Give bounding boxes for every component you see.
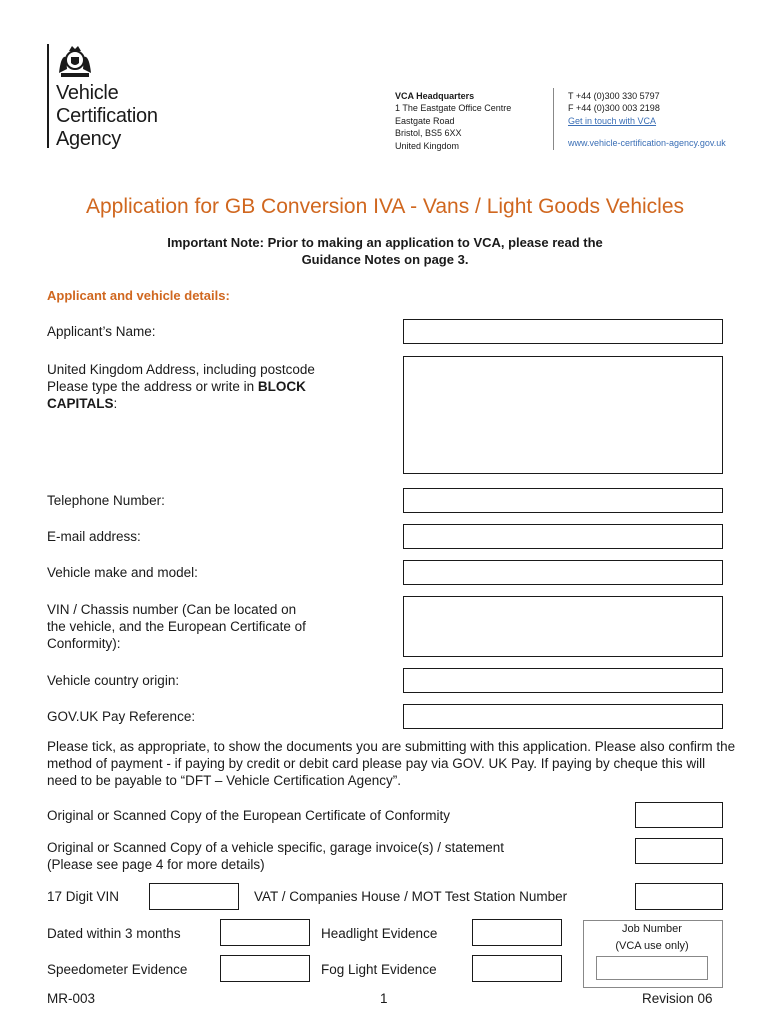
fog-checkbox[interactable] [472, 955, 562, 982]
applicant-name-input[interactable] [403, 319, 723, 344]
vin-label-line-2: the vehicle, and the European Certificate of [47, 619, 306, 634]
logo-divider [47, 44, 49, 148]
telephone-label: Telephone Number: [47, 493, 165, 508]
vat-checkbox[interactable] [635, 883, 723, 910]
website-link[interactable]: www.vehicle-certification-agency.gov.uk [568, 138, 726, 149]
job-number-subtitle: (VCA use only) [615, 940, 689, 952]
invoice-label [47, 839, 504, 873]
dated-label: Dated within 3 months [47, 926, 181, 941]
vin-label-line-3: Conformity): [47, 636, 121, 651]
make-model-label: Vehicle make and model: [47, 565, 198, 580]
country-input[interactable] [403, 668, 723, 693]
address-label-bold-2: CAPITALS [47, 396, 114, 411]
email-label: E-mail address: [47, 529, 141, 544]
logo-line-3: Agency [56, 128, 121, 150]
royal-crest-icon [55, 43, 95, 79]
footer-revision: Revision 06 [642, 991, 713, 1006]
invoice-checkbox[interactable] [635, 838, 723, 864]
logo-line-2: Certification [56, 105, 158, 127]
note-line-2: Guidance Notes on page 3. [301, 252, 469, 267]
pay-ref-input[interactable] [403, 704, 723, 729]
contact-details [568, 90, 726, 150]
job-number-input[interactable] [596, 956, 708, 980]
vin-label-line-1: VIN / Chassis number (Can be located on [47, 602, 297, 617]
address-label [47, 361, 315, 412]
speedo-checkbox[interactable] [220, 955, 310, 982]
job-number-label [583, 921, 721, 955]
agency-logo-text [56, 82, 158, 151]
hq-line-1: 1 The Eastgate Office Centre [395, 103, 512, 114]
headlight-checkbox[interactable] [472, 919, 562, 946]
fax-number: F +44 (0)300 003 2198 [568, 103, 660, 114]
hq-line-2: Eastgate Road [395, 115, 455, 126]
footer-page-number: 1 [380, 991, 388, 1006]
vin17-checkbox[interactable] [149, 883, 239, 910]
hq-line-3: Bristol, BS5 6XX [395, 128, 462, 139]
country-label: Vehicle country origin: [47, 673, 180, 688]
address-label-bold: BLOCK [257, 379, 306, 394]
job-number-title: Job Number [622, 923, 682, 935]
hq-line-4: United Kingdom [395, 140, 460, 151]
speedo-label: Speedometer Evidence [47, 962, 188, 977]
section-title: Applicant and vehicle details: [47, 288, 230, 303]
hq-address [395, 90, 511, 152]
phone-number: T +44 (0)300 330 5797 [568, 91, 660, 101]
contact-link[interactable]: Get in touch with VCA [568, 115, 657, 126]
coc-checkbox[interactable] [635, 802, 723, 828]
invoice-label-line-2: (Please see page 4 for more details) [47, 857, 265, 872]
vin17-label: 17 Digit VIN [47, 889, 120, 904]
dated-checkbox[interactable] [220, 919, 310, 946]
footer-form-code: MR-003 [47, 991, 96, 1006]
pay-ref-label: GOV.UK Pay Reference: [47, 709, 196, 724]
coc-label: Original or Scanned Copy of the European Certificate of Conformity [47, 808, 450, 823]
address-label-line-2 [47, 378, 315, 395]
address-label-colon: : [113, 396, 118, 411]
vin-label [47, 601, 306, 652]
address-label-line-1: United Kingdom Address, including postcode [47, 362, 315, 377]
important-note [85, 234, 685, 268]
make-model-input[interactable] [403, 560, 723, 585]
hq-title: VCA Headquarters [395, 91, 475, 101]
address-input[interactable] [403, 356, 723, 474]
logo-line-1: Vehicle [56, 82, 119, 104]
vin-input[interactable] [403, 596, 723, 657]
fog-label: Fog Light Evidence [321, 962, 437, 977]
email-input[interactable] [403, 524, 723, 549]
address-label-line-3 [47, 395, 315, 412]
address-label-text: Please type the address or write in [47, 379, 258, 394]
note-line-1: Important Note: Prior to making an application to VCA, please read the [167, 235, 603, 250]
applicant-name-label: Applicant’s Name: [47, 324, 156, 339]
vat-label: VAT / Companies House / MOT Test Station Number [254, 889, 568, 904]
contact-divider [553, 88, 554, 150]
telephone-input[interactable] [403, 488, 723, 513]
form-title: Application for GB Conversion IVA - Vans / Light Goods Vehicles [85, 195, 685, 218]
headlight-label: Headlight Evidence [321, 926, 438, 941]
invoice-label-line-1: Original or Scanned Copy of a vehicle specific, garage invoice(s) / statement [47, 840, 504, 855]
instructions-text: Please tick, as appropriate, to show the documents you are submitting with this application. Please also confirm the method of payment - if paying by credit or debit card please pay via GOV. UK Pay. If paying by cheque this will need to be payable to “DFT – Vehicle Certification Agency”. [47, 739, 736, 788]
